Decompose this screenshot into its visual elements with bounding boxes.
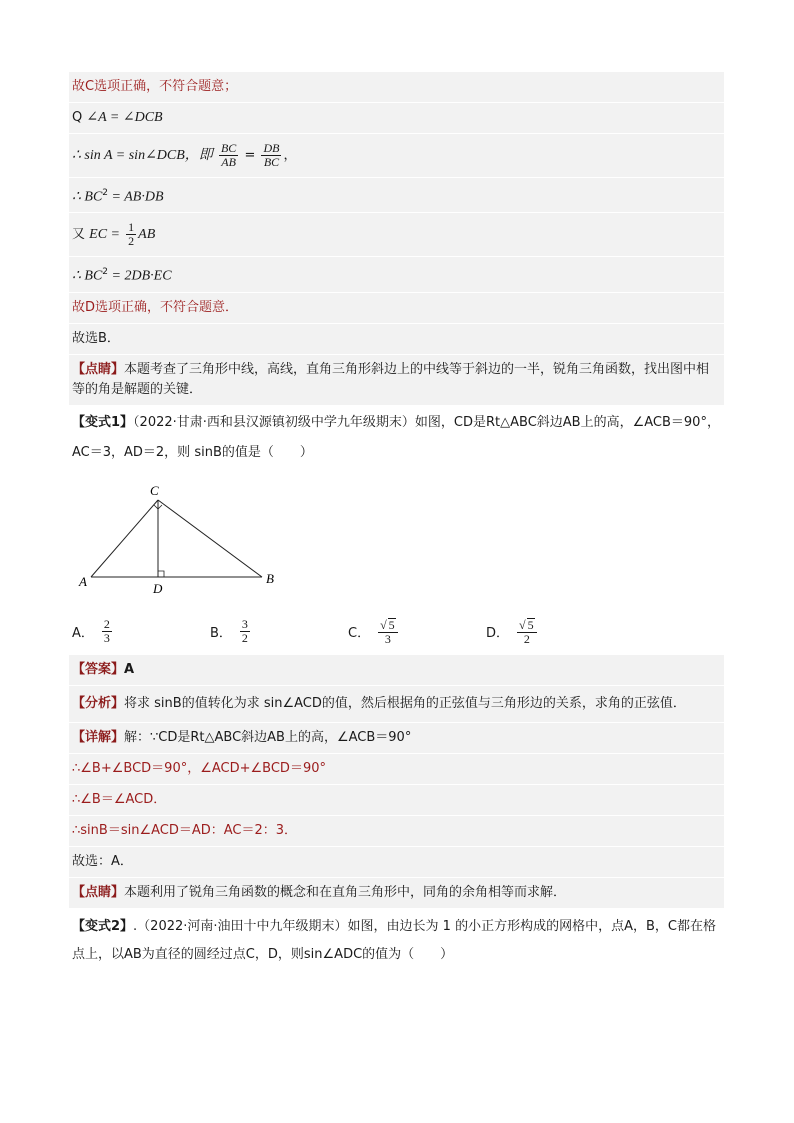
math-expression: AB	[138, 227, 156, 243]
comment-tag: 【点睛】	[72, 361, 125, 377]
comment-tag: 【点睛】	[72, 884, 125, 900]
numerator: BC	[220, 141, 237, 155]
math-expression: ∴ sin A = sin∠DCB，即	[72, 148, 213, 163]
math-expression: ∠A = ∠DCB	[86, 110, 163, 125]
document-page	[69, 72, 724, 975]
denominator: 3	[103, 631, 110, 646]
detail-text: ∴∠B＝∠ACD．	[72, 791, 167, 807]
math-expression: = AB·DB	[108, 189, 164, 205]
answer-options	[69, 609, 724, 655]
analysis-paragraph	[69, 686, 724, 723]
solution-line	[69, 134, 724, 178]
option-b[interactable]	[210, 618, 348, 645]
fraction	[219, 142, 238, 169]
variant-tag: 【变式2】	[72, 918, 134, 934]
option-d[interactable]	[486, 618, 624, 646]
math-expression: = 2DB·EC	[108, 268, 172, 284]
triangle-diagram	[69, 474, 309, 609]
radicand: 5	[388, 617, 395, 632]
fraction	[240, 618, 250, 645]
answer-tag: 【答案】	[72, 661, 125, 677]
numerator: 2	[103, 617, 110, 632]
comment-text: 本题考查了三角形中线，高线，直角三角形斜边上的中线等于斜边的一半，锐角三角函数，找出图中相等的角是解题的关键．	[72, 361, 710, 397]
superscript: 2	[102, 188, 109, 198]
numerator: DB	[263, 141, 280, 155]
fraction	[378, 618, 398, 646]
detail-line	[69, 847, 724, 878]
side-bc	[158, 500, 262, 577]
variant-1-question	[69, 406, 724, 474]
comment-paragraph	[69, 878, 724, 909]
question-text: （2022·甘肃·西和县汉源镇初级中学九年级期末）如图，CD是Rt△ABC斜边AB上的高，∠ACB＝90°，AC＝3，AD＝2，则 sinB的值是（ ）	[72, 414, 720, 460]
detail-tag: 【详解】	[72, 729, 125, 745]
detail-line	[69, 785, 724, 816]
fraction	[517, 618, 537, 646]
label-c: C	[150, 482, 159, 498]
question-text: .（2022·河南·油田十中九年级期末）如图，由边长为 1 的小正方形构成的网格中，点A，B，C都在格点上，以AB为直径的圆经过点C，D，则sin∠ADC的值为（ ）	[72, 918, 716, 962]
option-label: D．	[486, 626, 510, 642]
right-angle-mark-d	[158, 571, 164, 577]
variant-2-question	[69, 909, 724, 975]
fraction	[261, 142, 281, 169]
side-ac	[91, 500, 158, 577]
denominator: 3	[384, 631, 391, 646]
line-text: 故D选项正确，不符合题意．	[72, 299, 239, 315]
because-symbol: Q	[72, 110, 83, 125]
option-label: B．	[210, 626, 232, 642]
solution-line	[69, 103, 724, 134]
denominator: 2	[241, 631, 248, 646]
label-d: D	[153, 580, 163, 596]
denominator: AB	[221, 155, 236, 169]
solution-line	[69, 257, 724, 292]
punctuation: ，	[283, 148, 297, 163]
detail-text: ∴sinB＝sin∠ACD＝AD：AC＝2：3．	[72, 822, 298, 838]
equals-sign: =	[244, 148, 256, 163]
solution-line	[69, 178, 724, 213]
answer-value: A	[124, 661, 135, 677]
detail-text: 故选：A．	[72, 853, 133, 869]
option-label: C．	[348, 626, 371, 642]
solution-line	[69, 213, 724, 257]
solution-line	[69, 324, 724, 355]
label-a: A	[79, 573, 87, 589]
option-c[interactable]	[348, 618, 486, 646]
variant-tag: 【变式1】	[72, 414, 134, 430]
denominator: BC	[263, 155, 280, 169]
line-text: 又	[72, 227, 86, 243]
label-b: B	[266, 570, 274, 586]
radicand: 5	[527, 617, 534, 632]
denominator: 2	[523, 631, 530, 646]
detail-text: ∴∠B+∠BCD＝90°，∠ACD+∠BCD＝90°	[72, 760, 326, 776]
superscript: 2	[102, 267, 109, 278]
denominator: 2	[128, 234, 135, 249]
fraction	[102, 618, 112, 645]
line-text: 故C选项正确，不符合题意；	[72, 79, 238, 94]
detail-line	[69, 754, 724, 785]
analysis-text: 将求 sinB的值转化为求 sin∠ACD的值，然后根据角的正弦值与三角形边的关系，求角的正弦值．	[124, 695, 686, 711]
comment-paragraph	[69, 355, 724, 406]
math-expression: ∴ BC	[72, 189, 103, 205]
math-expression: ∴ BC	[72, 268, 103, 284]
solution-block	[69, 655, 724, 909]
triangle-figure	[69, 474, 724, 609]
analysis-tag: 【分析】	[72, 695, 125, 711]
math-expression: EC =	[89, 227, 120, 243]
numerator: 3	[241, 617, 248, 632]
numerator: √ 5	[378, 618, 398, 633]
option-a[interactable]	[72, 618, 210, 645]
previous-solution-block	[69, 72, 724, 406]
numerator: 1	[128, 220, 135, 235]
detail-line	[69, 723, 724, 754]
line-text: 故选B．	[72, 330, 120, 346]
numerator: √ 5	[517, 618, 537, 633]
detail-text: 解：∵CD是Rt△ABC斜边AB上的高，∠ACB＝90°	[124, 729, 412, 745]
solution-line	[69, 293, 724, 324]
comment-text: 本题利用了锐角三角函数的概念和在直角三角形中，同角的余角相等而求解．	[124, 884, 567, 900]
answer-line	[69, 655, 724, 686]
fraction	[126, 221, 136, 248]
detail-line	[69, 816, 724, 847]
option-label: A．	[72, 626, 94, 642]
solution-line	[69, 72, 724, 103]
